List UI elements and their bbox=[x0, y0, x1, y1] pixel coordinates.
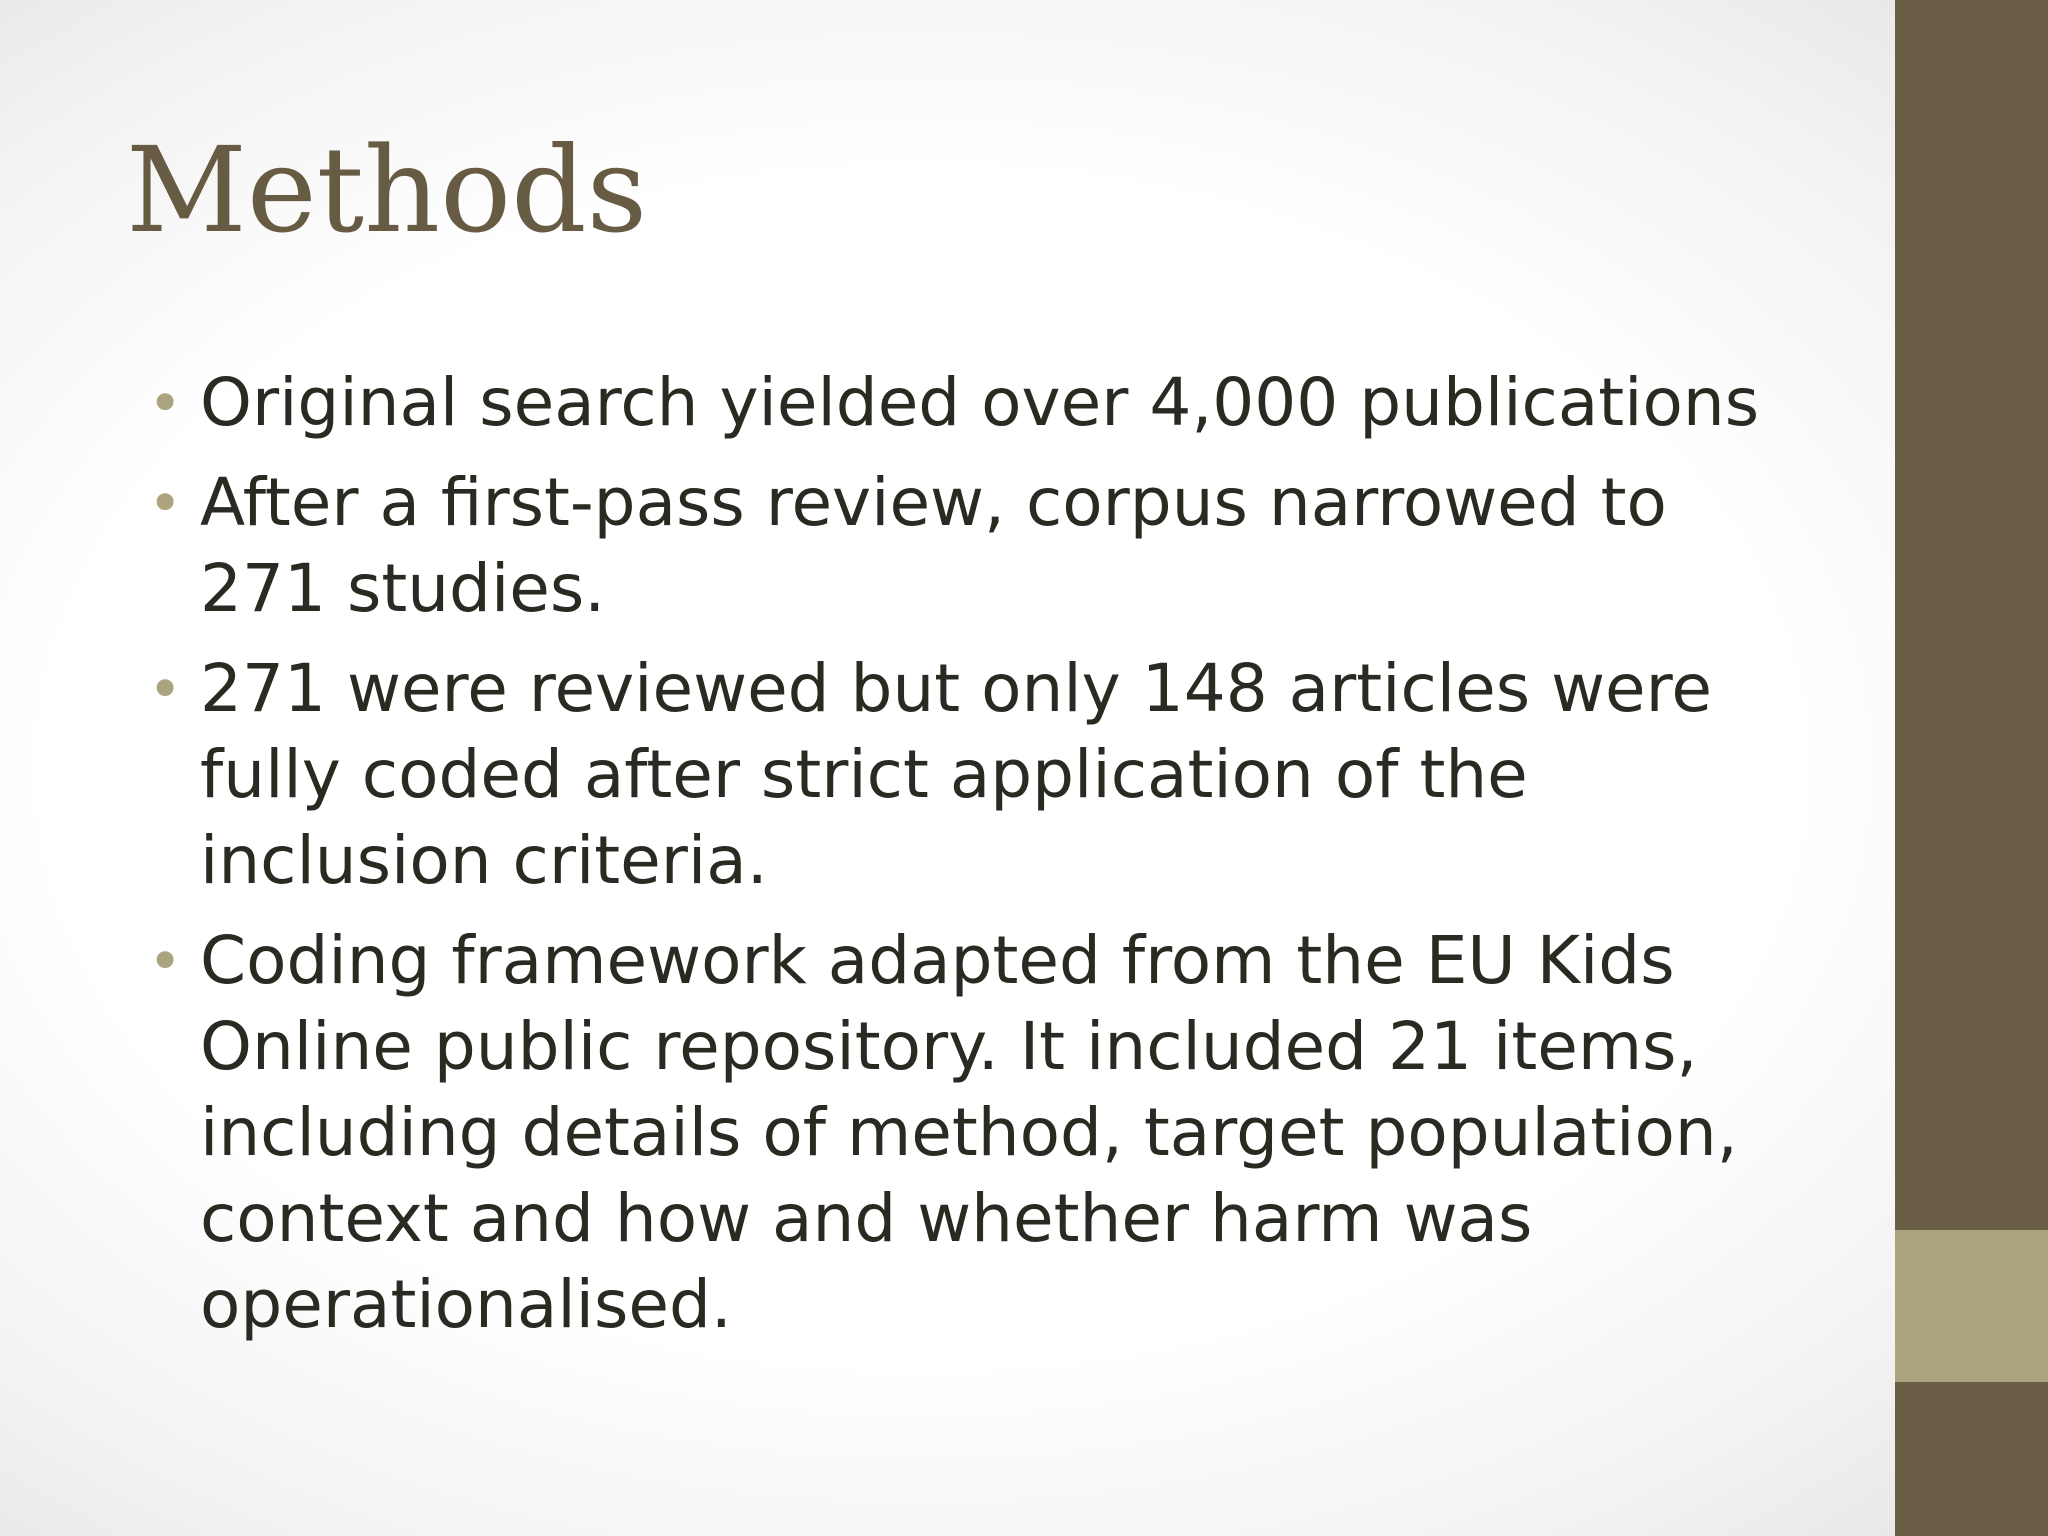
bullet-item bbox=[148, 918, 1788, 1348]
slide-title: Methods bbox=[126, 121, 648, 259]
bullet-text: Original search yielded over 4,000 publications bbox=[200, 364, 1760, 441]
bullet-item bbox=[148, 360, 1788, 446]
bullet-item bbox=[148, 646, 1788, 904]
sidebar-accent-block bbox=[1895, 1230, 2048, 1382]
bullet-marker-icon: • bbox=[148, 469, 183, 537]
bullet-marker-icon: • bbox=[148, 927, 183, 995]
bullet-marker-icon: • bbox=[148, 369, 183, 437]
bullet-list bbox=[148, 360, 1788, 1362]
bullet-text: 271 were reviewed but only 148 articles were fully coded after strict application of the inclusion criteria. bbox=[200, 650, 1712, 899]
bullet-item bbox=[148, 460, 1788, 632]
bullet-text: Coding framework adapted from the EU Kids Online public repository. It included 21 items, including details of method, target population, context and how and whether harm was operationalised. bbox=[200, 922, 1738, 1343]
bullet-marker-icon: • bbox=[148, 655, 183, 723]
bullet-text: After a first-pass review, corpus narrowed to 271 studies. bbox=[200, 464, 1667, 627]
